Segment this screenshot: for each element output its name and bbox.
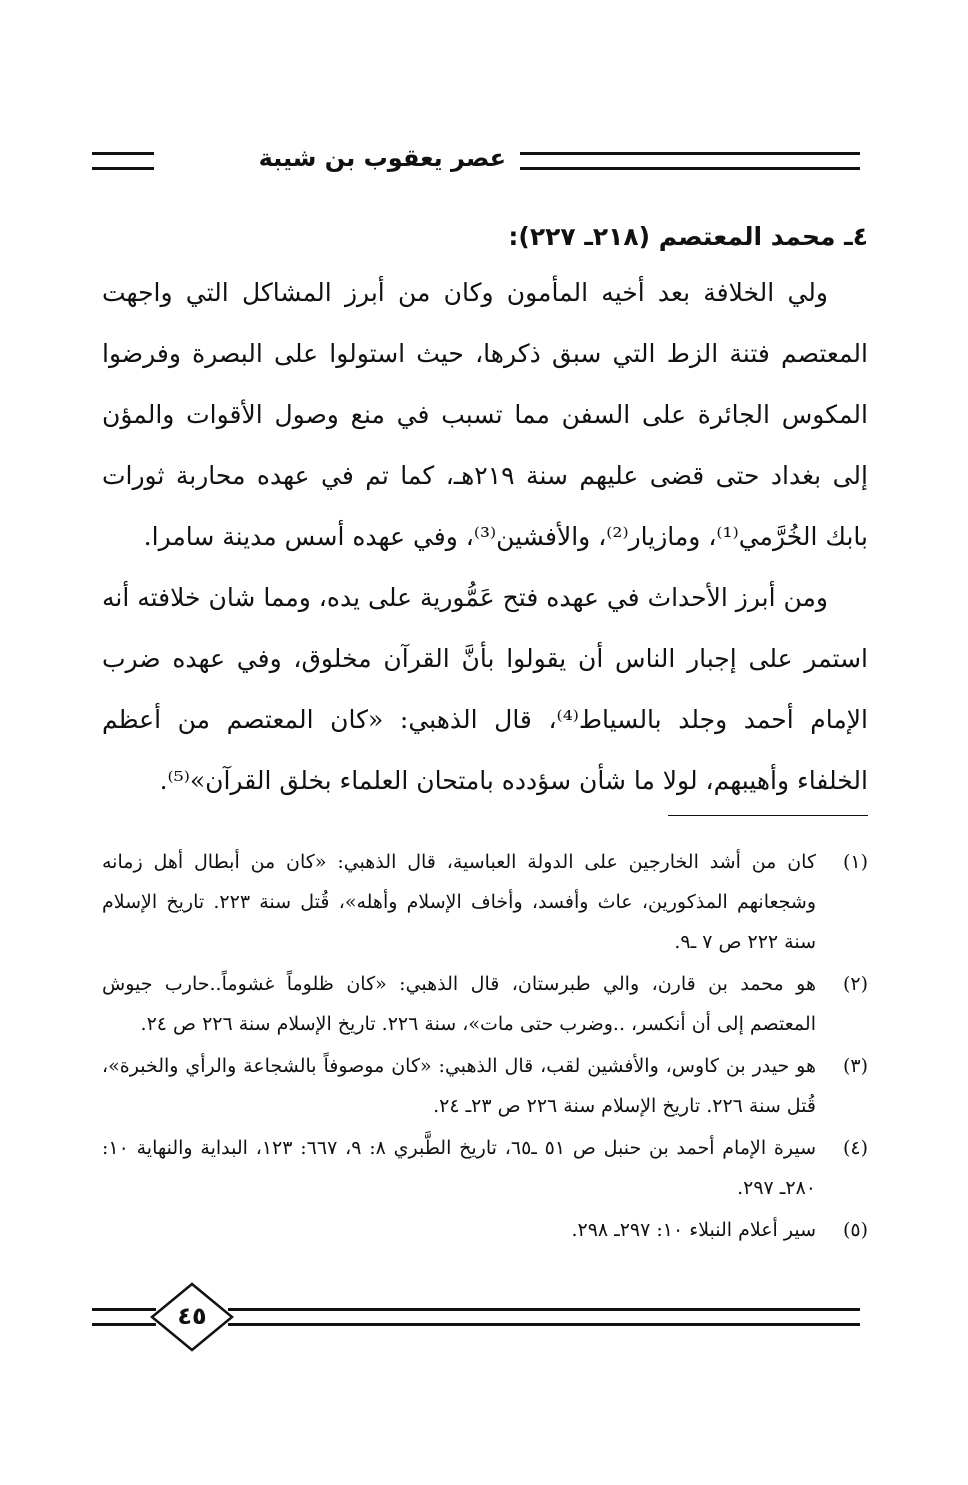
footnotes xyxy=(102,842,868,1252)
section-heading: ٤ـ محمد المعتصم (٢١٨ـ ٢٢٧): xyxy=(508,222,868,251)
main-text xyxy=(102,212,868,811)
footnote-number: (٥) xyxy=(842,1219,868,1241)
header-rule-right xyxy=(520,152,860,170)
footnote-text: سيرة الإمام أحمد بن حنبل ص ٥١ ـ٦٥، تاريخ الطَّبري ٨: ٩، ٦٦٧: ١٢٣، البداية والنهاية ١٠: ٢٨٠ـ ٢٩٧. xyxy=(102,1137,816,1199)
paragraph-2: ومن أبرز الأحداث في عهده فتح عَمُّورية على يده، ومما شان خلافته أنه استمر على إجبار الناس أن يقولوا بأنَّ القرآن مخلوق، وفي عهده ضرب الإمام أحمد وجلد بالسياط⁽⁴⁾، قال الذهبي: «كان المعتصم من أعظم الخلفاء وأهيبهم، لولا ما شأن سؤدده بامتحان العلماء بخلق القرآن»⁽⁵⁾. xyxy=(101,583,868,795)
footnote-1 xyxy=(102,842,868,962)
footer-rule-left xyxy=(92,1308,156,1326)
running-title: عصر يعقوب بن شيبة xyxy=(258,144,506,172)
running-header xyxy=(92,140,860,176)
footnote-text: هو حيدر بن كاوس، والأفشين لقب، قال الذهبي: «كان موصوفاً بالشجاعة والرأي والخبرة»، قُتل سنة ٢٢٦. تاريخ الإسلام سنة ٢٢٦ ص ٢٣ـ ٢٤. xyxy=(102,1055,816,1117)
footnote-number: (٢) xyxy=(842,973,868,995)
footnote-text: هو محمد بن قارن، والي طبرستان، قال الذهبي: «كان ظلوماً غشوماً..حارب جيوش المعتصم إلى أن أنكسر، ..وضرب حتى مات»، سنة ٢٢٦. تاريخ الإسلام سنة ٢٢٦ ص ٢٤. xyxy=(102,973,816,1035)
footnote-4 xyxy=(102,1128,868,1208)
page-footer xyxy=(92,1282,860,1352)
footer-rule-right xyxy=(228,1308,860,1326)
footnote-number: (١) xyxy=(842,851,868,873)
footnote-text: سير أعلام النبلاء ١٠: ٢٩٧ـ ٢٩٨. xyxy=(571,1219,816,1241)
page-number: ٤٥ xyxy=(177,1302,207,1330)
footnote-number: (٣) xyxy=(842,1055,868,1077)
footnote-text: كان من أشد الخارجين على الدولة العباسية، قال الذهبي: «كان من أبطال أهل زمانه وشجعانهم المذكورين، عاث وأفسد، وأخاف الإسلام وأهله»، قُتل سنة ٢٢٣. تاريخ الإسلام سنة ٢٢٢ ص ٧ ـ٩. xyxy=(102,851,817,953)
footnote-5 xyxy=(102,1210,868,1250)
header-rule-left xyxy=(92,152,154,170)
footnote-number: (٤) xyxy=(842,1137,868,1159)
footnote-3 xyxy=(102,1046,868,1126)
footnote-separator xyxy=(668,815,868,816)
footnote-2 xyxy=(102,964,868,1044)
paragraph-1: ولي الخلافة بعد أخيه المأمون وكان من أبرز المشاكل التي واجهت المعتصم فتنة الزط التي سبق ذكرها، حيث استولوا على البصرة وفرضوا المكوس الجائرة على السفن مما تسبب في منع وصول الأقوات والمؤن إلى بغداد حتى قضى عليهم سنة ٢١٩هـ، كما تم في عهده محاربة ثورات بابك الخُرَّمي⁽¹⁾، ومازيار⁽²⁾، والأفشين⁽³⁾، وفي عهده أسس مدينة سامرا. xyxy=(102,278,868,551)
